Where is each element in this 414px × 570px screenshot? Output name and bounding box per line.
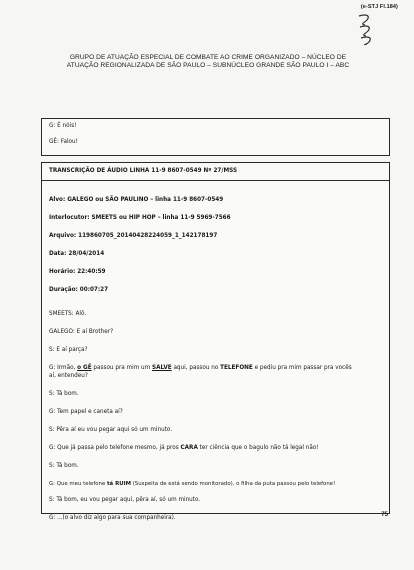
dialogue-line: G: Que já passa pelo telefone mesmo, já pros CARA ter ciência que o bagulo não tá legal não! bbox=[49, 445, 319, 451]
transcript-box bbox=[41, 162, 390, 521]
duracao-field: Duração: 00:07:27 bbox=[49, 287, 109, 293]
previous-transcript-box bbox=[41, 118, 390, 156]
header-line-1: GRUPO DE ATUAÇÃO ESPECIAL DE COMBATE AO CRIME ORGANIZADO – NÚCLEO DE bbox=[69, 54, 347, 61]
dialogue-line: G: Irmão, o GÊ passou pra mim um SALVE aqui, passou no TELEFONE e pediu pra mim passar pra vocês bbox=[49, 365, 352, 371]
page-number: 75 bbox=[381, 512, 388, 518]
emphasis: o GÊ bbox=[77, 365, 92, 371]
dialogue-line: GALEGO: E aí Brother? bbox=[49, 329, 114, 335]
document-header bbox=[26, 54, 390, 71]
header-line-2: ATUAÇÃO REGIONALIZADA DE SÃO PAULO – SUBNÚCLEO GRANDE SÃO PAULO I – ABC bbox=[66, 62, 350, 70]
title-divider bbox=[42, 180, 389, 181]
handwritten-page-number bbox=[356, 12, 378, 46]
transcript-title: TRANSCRIÇÃO DE ÁUDIO LINHA 11-9 8607-0549 Nº 27/MSS bbox=[49, 168, 238, 174]
interlocutor-field: Interlocutor: SMEETS ou HIP HOP – linha 11-9 5969-7566 bbox=[49, 215, 231, 221]
dialogue-line: S: Tá bom. bbox=[49, 463, 79, 469]
emphasis: SALVE bbox=[152, 365, 172, 371]
data-field: Data: 28/04/2014 bbox=[49, 251, 105, 257]
dialogue-line: G: Tem papel e caneta aí? bbox=[49, 409, 123, 415]
emphasis: TELEFONE bbox=[220, 365, 253, 371]
court-stamp: (e-STJ Fl.184) bbox=[360, 4, 398, 10]
dialogue-line: GÊ: Falou! bbox=[49, 139, 78, 145]
dialogue-line: S: Tá bom. bbox=[49, 391, 79, 397]
arquivo-field: Arquivo: 119860705_20140428224059_1_142178197 bbox=[49, 233, 218, 239]
alvo-field: Alvo: GALEGO ou SÃO PAULINO – linha 11-9 8607-0549 bbox=[49, 197, 224, 203]
horario-field: Horário: 22:40:59 bbox=[49, 269, 106, 275]
dialogue-line: G: ...(o alvo diz algo para sua companheira). bbox=[49, 515, 176, 521]
dialogue-line: S: Pêra aí eu vou pegar aqui só um minuto. bbox=[49, 427, 173, 433]
emphasis: tá RUIM bbox=[106, 481, 131, 487]
dialogue-line: G: Que meu telefone tá RUIM (Suspeita de está sendo monitorado), o filha da puta passou pelo telefone! bbox=[49, 481, 336, 487]
dialogue-line: S: E aí parça? bbox=[49, 347, 88, 353]
dialogue-line: S: Tá bom, eu vou pegar aqui, pêra aí, só um minuto. bbox=[49, 497, 201, 503]
dialogue-line-cont: aí, entendeu? bbox=[49, 373, 88, 379]
emphasis: CARA bbox=[180, 445, 198, 451]
dialogue-line: G: É nóis! bbox=[49, 123, 77, 129]
dialogue-line: SMEETS: Alô. bbox=[49, 311, 87, 317]
